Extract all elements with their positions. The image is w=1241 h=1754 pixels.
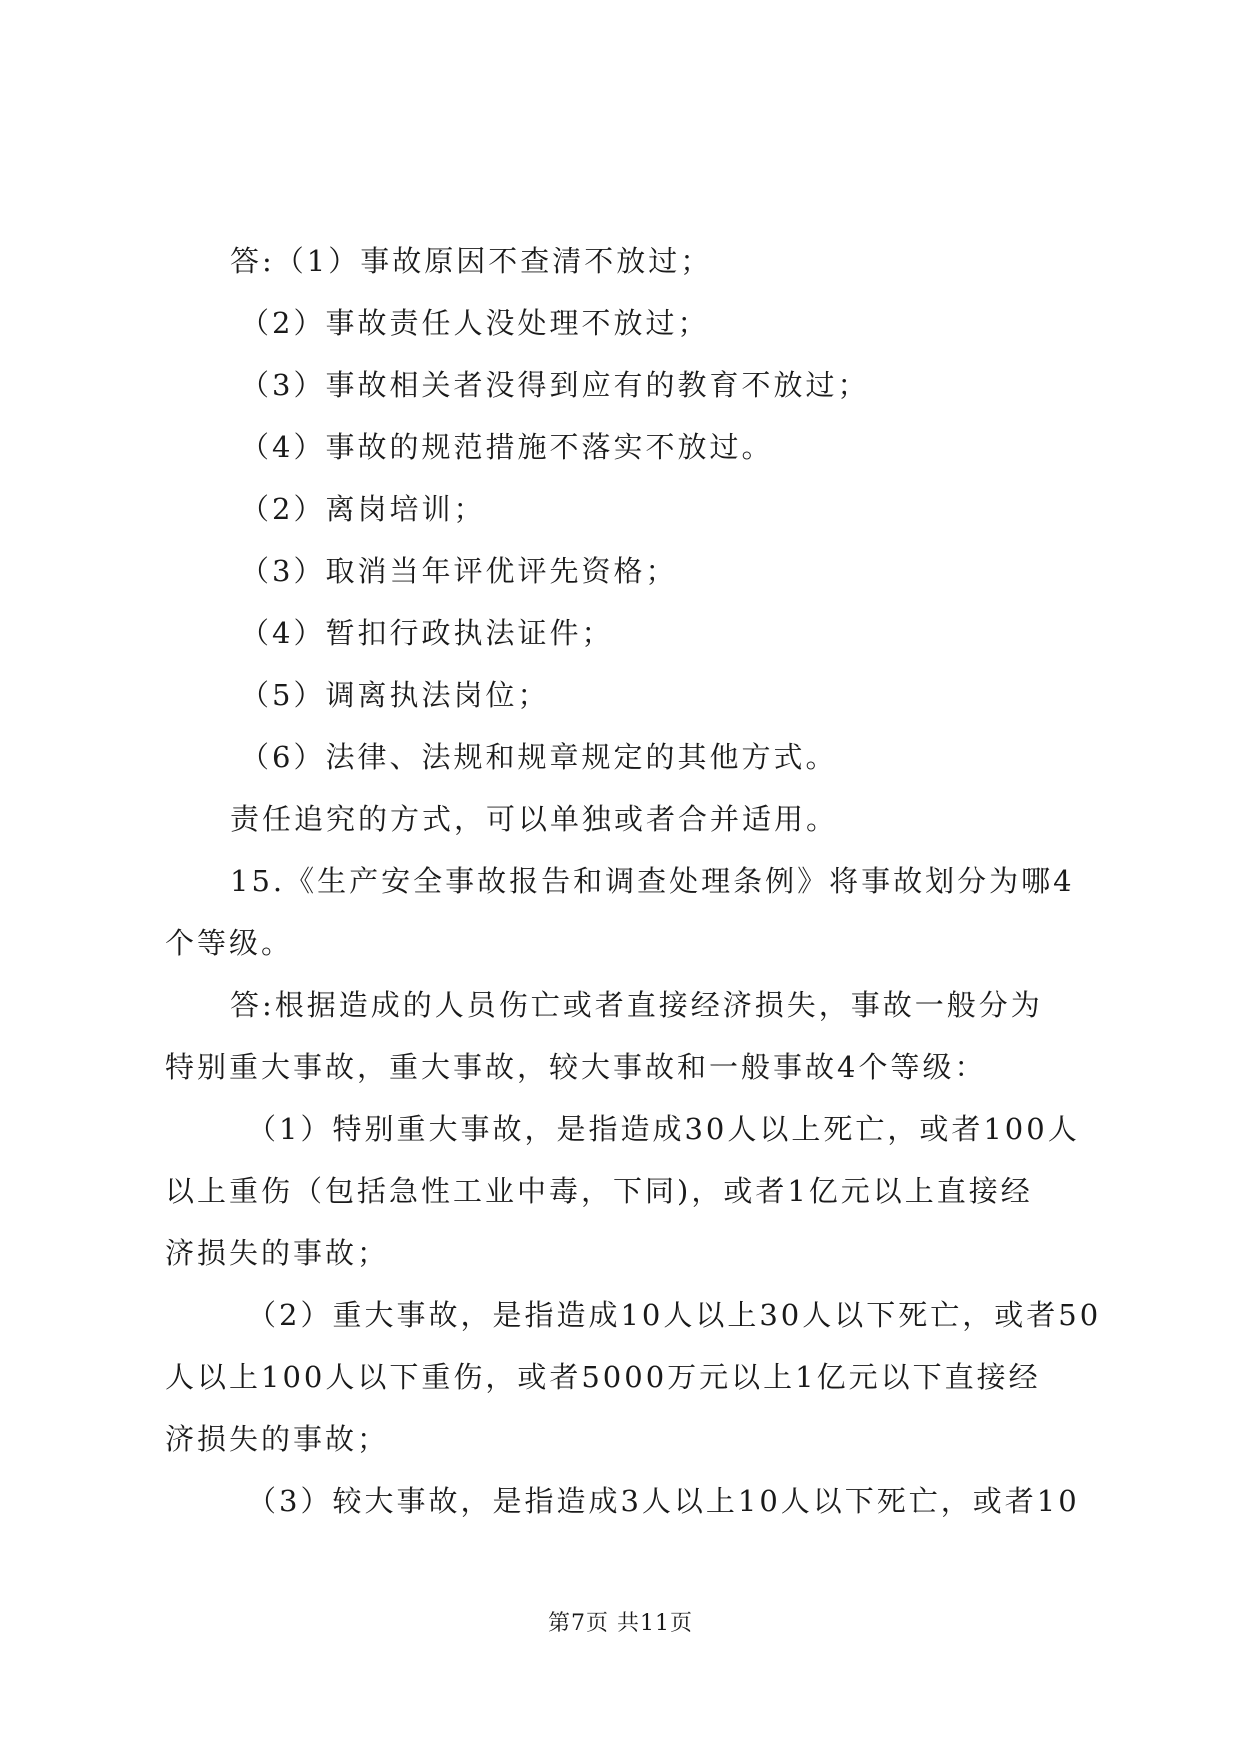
- list-item: （2）重大事故，是指造成10人以上30人以下死亡，或者50: [247, 1298, 1102, 1332]
- answer-line: 答:根据造成的人员伤亡或者直接经济损失，事故一般分为: [230, 988, 1043, 1022]
- paragraph-line: 特别重大事故，重大事故，较大事故和一般事故4个等级：: [165, 1050, 987, 1084]
- paragraph-line: 以上重伤（包括急性工业中毒，下同)，或者1亿元以上直接经: [165, 1174, 1033, 1208]
- list-item: （2）事故责任人没处理不放过；: [240, 306, 710, 340]
- list-item: （3）取消当年评优评先资格；: [240, 554, 678, 588]
- answer-line: 答:（1）事故原因不查清不放过；: [230, 244, 713, 278]
- list-item: （2）离岗培训；: [240, 492, 486, 526]
- list-item: （4）暂扣行政执法证件；: [240, 616, 614, 650]
- list-item: （5）调离执法岗位；: [240, 678, 550, 712]
- list-item: （1）特别重大事故，是指造成30人以上死亡，或者100人: [247, 1112, 1080, 1146]
- list-item: （3）较大事故，是指造成3人以上10人以下死亡，或者10: [247, 1484, 1080, 1518]
- question-line: 15.《生产安全事故报告和调查处理条例》将事故划分为哪4: [230, 864, 1075, 898]
- paragraph-line: 济损失的事故；: [165, 1236, 390, 1270]
- list-item: （4）事故的规范措施不落实不放过。: [240, 430, 774, 464]
- list-item: （3）事故相关者没得到应有的教育不放过；: [240, 368, 870, 402]
- question-line: 个等级。: [165, 926, 294, 960]
- paragraph-line: 责任追究的方式，可以单独或者合并适用。: [230, 802, 839, 836]
- page-body: [165, 230, 1102, 1532]
- paragraph-line: 济损失的事故；: [165, 1422, 390, 1456]
- page-number-footer: 第7页 共11页: [548, 1611, 693, 1636]
- list-item: （6）法律、法规和规章规定的其他方式。: [240, 740, 838, 774]
- paragraph-line: 人以上100人以下重伤，或者5000万元以上1亿元以下直接经: [165, 1360, 1041, 1394]
